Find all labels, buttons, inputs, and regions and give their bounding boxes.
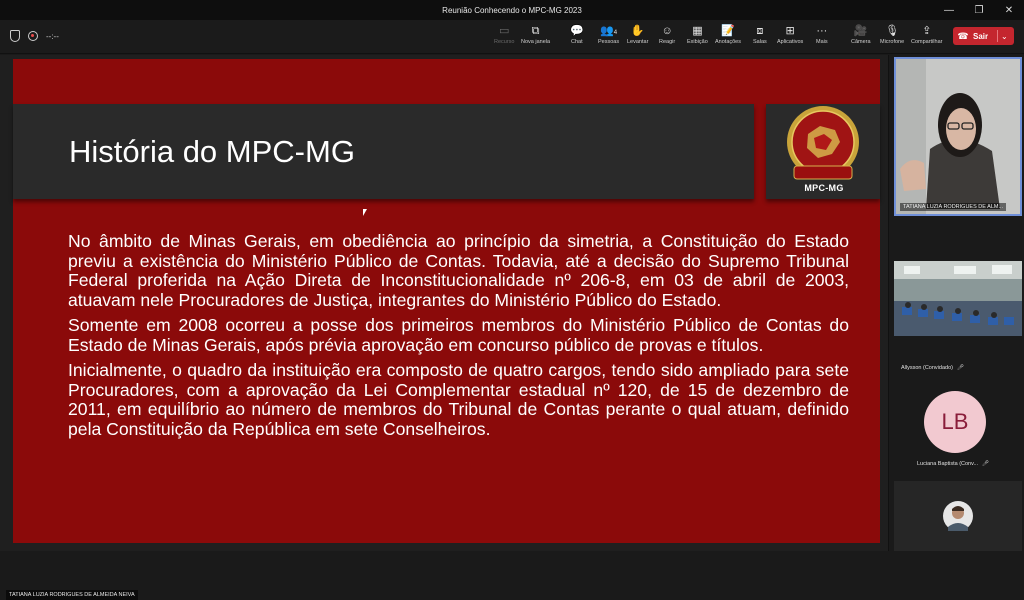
phone-icon: ☎ bbox=[957, 30, 969, 41]
participant-name: TATIANA LUZIA RODRIGUES DE ALM... bbox=[900, 203, 1006, 211]
minimize-icon[interactable]: — bbox=[944, 4, 954, 16]
leave-button[interactable] bbox=[953, 27, 1014, 45]
rooms-button[interactable]: ⧈ Salas bbox=[753, 25, 767, 45]
meeting-timer: --:-- bbox=[46, 31, 59, 41]
rooms-icon: ⧈ bbox=[756, 25, 764, 37]
more-icon: ··· bbox=[816, 25, 828, 37]
chevron-down-icon[interactable]: ⌄ bbox=[1001, 31, 1008, 41]
participant-name: Luciana Baptista (Conv... 🎤︎ bbox=[917, 461, 990, 467]
participant-gallery bbox=[888, 55, 1024, 551]
people-count-badge: 4 bbox=[613, 30, 618, 36]
notes-icon: 📝 bbox=[721, 25, 735, 37]
new-window-icon: ⧉ bbox=[531, 25, 540, 37]
react-button[interactable]: ☺ Reagir bbox=[659, 25, 676, 45]
recording-icon bbox=[28, 31, 38, 41]
camera-button[interactable]: 🎥 Câmera bbox=[851, 25, 871, 45]
more-button[interactable]: ··· Mais bbox=[816, 25, 828, 45]
slide-paragraph: No âmbito de Minas Gerais, em obediência ao princípio da simetria, a Constituição do Estado previu a existência do Ministério Público de Contas. Todavia, até a decisão do Supremo Tribunal Federal proferida na Ação Direta de Inconstitucionalidade nº 206-8, em 03 de abril de 2003, atuavam nele Procuradores de Justiça, integrantes do Ministério Público do Estado. bbox=[68, 231, 849, 310]
window-title: Reunião Conhecendo o MPC-MG 2023 bbox=[442, 5, 582, 15]
close-icon[interactable]: ✕ bbox=[1004, 4, 1014, 16]
mouse-cursor-icon bbox=[363, 209, 367, 216]
layout-icon: ▦ bbox=[692, 25, 703, 37]
apps-button[interactable]: ⊞ Aplicativos bbox=[777, 25, 804, 45]
people-button[interactable]: 👥4 Pessoas bbox=[598, 25, 620, 45]
apps-icon: ⊞ bbox=[785, 25, 795, 37]
presentation-slide bbox=[13, 59, 880, 543]
participant-tile-tatiana[interactable] bbox=[894, 57, 1022, 216]
window-controls bbox=[934, 0, 1024, 20]
seal-icon bbox=[780, 104, 866, 186]
logo-label: MPC-MG bbox=[804, 183, 844, 193]
microphone-button[interactable]: 🎙 Microfone bbox=[880, 25, 905, 45]
participant-name: Allysson (Convidado) 🎤︎ bbox=[901, 365, 964, 371]
smiley-icon: ☺ bbox=[661, 25, 673, 37]
restore-icon[interactable]: ❐ bbox=[974, 4, 984, 16]
participant-tile-allysson[interactable] bbox=[894, 261, 1022, 336]
new-window-button[interactable]: ⧉ Nova janela bbox=[521, 25, 551, 45]
share-button[interactable]: ⇪ Compartilhar bbox=[911, 25, 943, 45]
chat-icon: 💬 bbox=[570, 25, 584, 37]
people-icon: 👥 bbox=[600, 25, 614, 37]
microphone-icon: 🎙 bbox=[885, 25, 900, 37]
recurso-button[interactable]: ▭ Recurso bbox=[494, 25, 515, 45]
avatar[interactable]: LB bbox=[924, 391, 986, 453]
mpc-mg-logo bbox=[766, 104, 880, 199]
resource-icon: ▭ bbox=[499, 25, 510, 37]
meeting-status bbox=[10, 30, 59, 42]
share-icon: ⇪ bbox=[922, 25, 932, 37]
shared-screen bbox=[0, 55, 888, 598]
leave-label: Sair bbox=[973, 31, 989, 41]
notes-button[interactable]: 📝 Anotações bbox=[715, 25, 741, 45]
participant-video bbox=[896, 59, 1020, 214]
participant-tile-4[interactable] bbox=[894, 481, 1022, 551]
view-button[interactable]: ▦ Exibição bbox=[687, 25, 708, 45]
meeting-toolbar bbox=[0, 20, 1024, 54]
participant-video bbox=[894, 261, 1022, 336]
slide-title: História do MPC-MG bbox=[69, 134, 355, 169]
presenter-name-label: TATIANA LUZIA RODRIGUES DE ALMEIDA NEIVA bbox=[6, 590, 138, 600]
mic-muted-icon: 🎤︎ bbox=[982, 461, 990, 467]
slide-header bbox=[13, 104, 754, 199]
chat-button[interactable]: 💬 Chat bbox=[570, 25, 584, 45]
camera-icon: 🎥 bbox=[853, 25, 868, 37]
slide-body bbox=[68, 232, 849, 445]
slide-paragraph: Inicialmente, o quadro da instituição era composto de quatro cargos, tendo sido ampliado para sete Procuradores, com a aprovação da Lei Complementar estadual nº 120, de 15 de dezembro de 2011, em equilíbrio ao número de membros do Tribunal de Contas perante o qual atuam, definido pela Constituição da República em sete Conselheiros. bbox=[68, 360, 849, 439]
slide-paragraph: Somente em 2008 ocorreu a posse dos primeiros membros do Ministério Público de Contas do Estado de Minas Gerais, após prévia aprovação em concurso público de provas e títulos. bbox=[68, 315, 849, 355]
raise-hand-button[interactable]: ✋ Levantar bbox=[627, 25, 649, 45]
mic-muted-icon: 🎤︎ bbox=[956, 365, 964, 371]
window-titlebar bbox=[0, 0, 1024, 20]
hand-icon: ✋ bbox=[630, 25, 645, 37]
shield-icon[interactable] bbox=[10, 30, 20, 42]
avatar bbox=[894, 481, 1022, 551]
